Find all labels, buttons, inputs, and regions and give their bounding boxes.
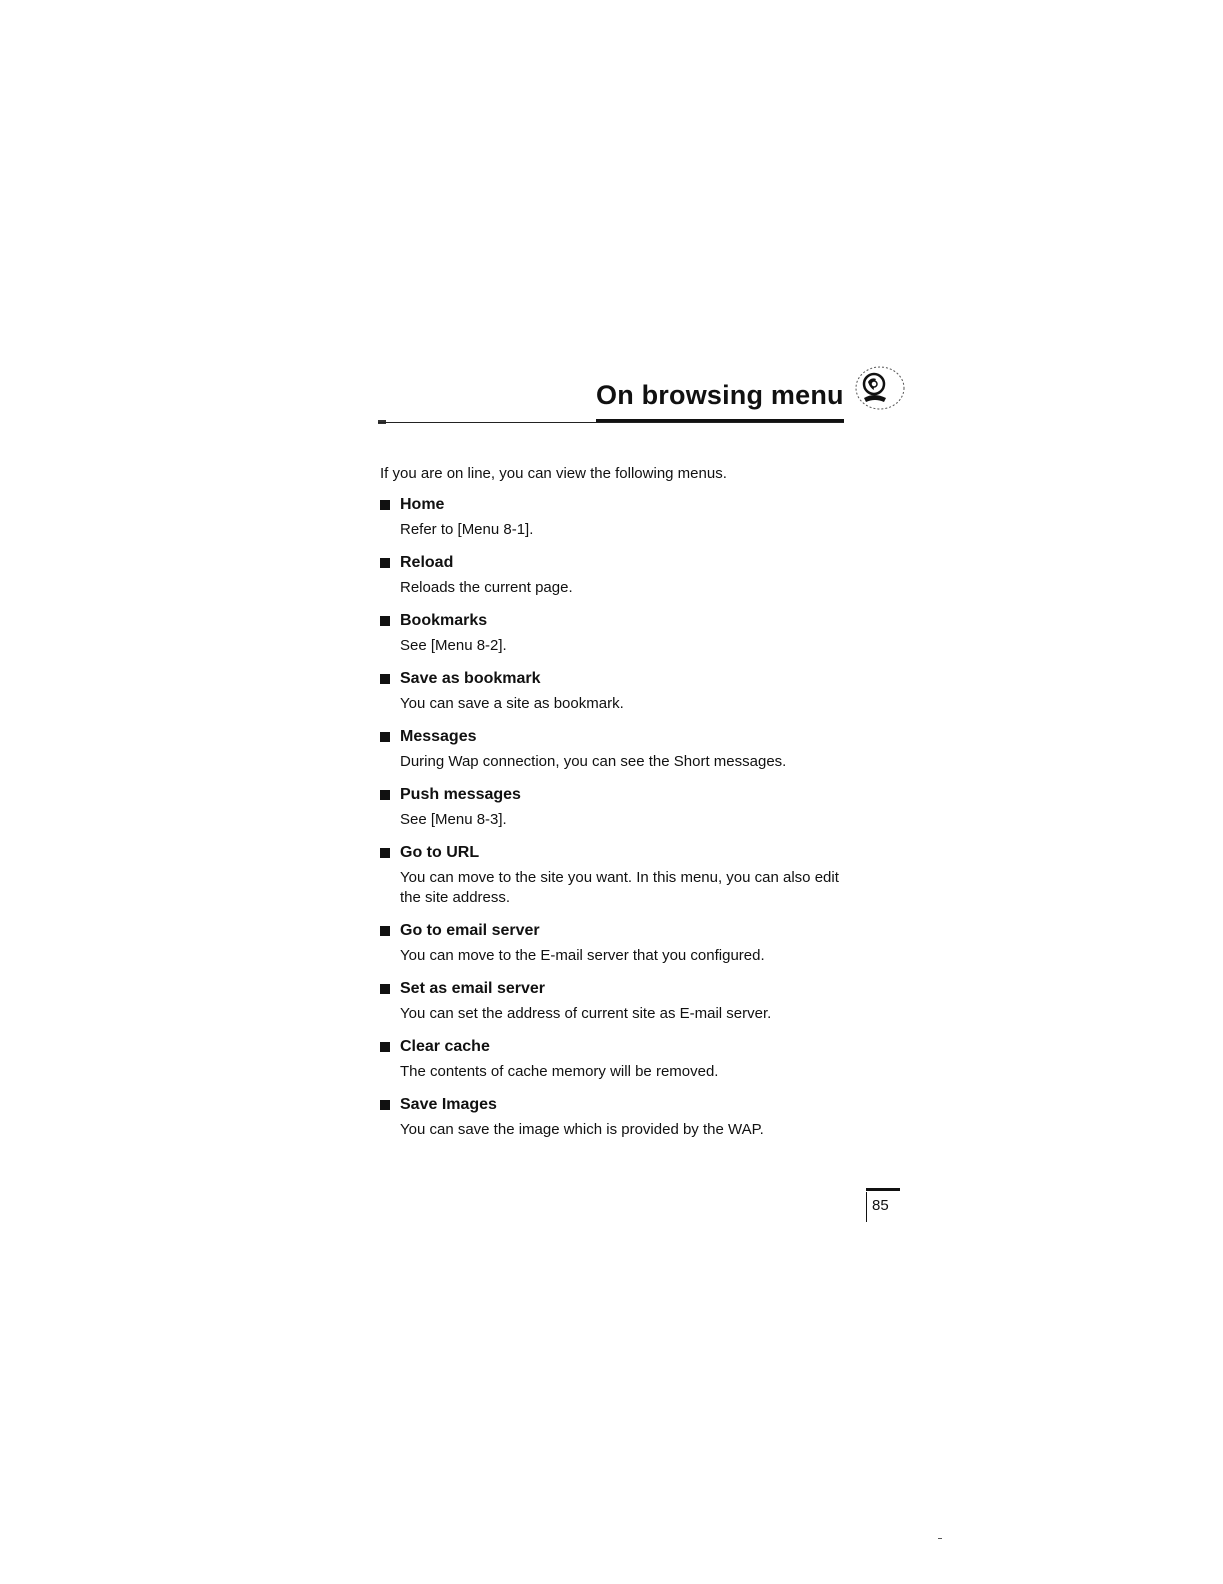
section-save-as-bookmark	[380, 669, 880, 714]
section-heading	[380, 553, 880, 573]
section-title: Go to email server	[400, 922, 540, 939]
section-description: You can set the address of current site as E-mail server.	[400, 1005, 772, 1022]
section-set-as-email-server	[380, 979, 880, 1024]
section-reload	[380, 553, 880, 598]
section-description: During Wap connection, you can see the Short messages.	[400, 753, 787, 770]
section-heading	[380, 1037, 880, 1057]
square-bullet-icon	[380, 500, 390, 510]
square-bullet-icon	[380, 1042, 390, 1052]
header-rule-accent	[596, 419, 844, 422]
section-clear-cache	[380, 1037, 880, 1082]
content-area	[380, 464, 880, 1153]
section-title: Push messages	[400, 786, 521, 803]
section-heading	[380, 921, 880, 941]
square-bullet-icon	[380, 926, 390, 936]
section-title: Set as email server	[400, 980, 545, 997]
section-home	[380, 495, 880, 540]
square-bullet-icon	[380, 790, 390, 800]
section-bookmarks	[380, 611, 880, 656]
page-number-bar	[866, 1188, 900, 1191]
section-description: You can save the image which is provided by the WAP.	[400, 1121, 764, 1138]
section-go-to-url	[380, 843, 880, 908]
square-bullet-icon	[380, 1100, 390, 1110]
section-title: Home	[400, 496, 445, 513]
section-description: Reloads the current page.	[400, 579, 573, 596]
section-description: Refer to [Menu 8-1].	[400, 521, 534, 538]
globe-person-icon	[852, 362, 908, 414]
section-description: You can save a site as bookmark.	[400, 695, 624, 712]
section-description: See [Menu 8-2].	[400, 637, 507, 654]
section-title: Reload	[400, 554, 454, 571]
section-heading	[380, 495, 880, 515]
section-save-images	[380, 1095, 880, 1140]
section-heading	[380, 727, 880, 747]
section-title: Messages	[400, 728, 477, 745]
section-title: Save as bookmark	[400, 670, 541, 687]
section-heading	[380, 979, 880, 999]
section-description: See [Menu 8-3].	[400, 811, 507, 828]
scan-speck	[938, 1538, 942, 1539]
section-heading	[380, 843, 880, 863]
section-title: Bookmarks	[400, 612, 488, 629]
square-bullet-icon	[380, 558, 390, 568]
section-heading	[380, 611, 880, 631]
square-bullet-icon	[380, 732, 390, 742]
section-description: The contents of cache memory will be removed.	[400, 1063, 719, 1080]
section-heading	[380, 1095, 880, 1115]
square-bullet-icon	[380, 616, 390, 626]
page-number-tab	[866, 1188, 900, 1224]
intro-text: If you are on line, you can view the following menus.	[380, 465, 727, 482]
section-description: You can move to the site you want. In this menu, you can also edit the site address.	[400, 869, 839, 906]
section-heading	[380, 785, 880, 805]
section-push-messages	[380, 785, 880, 830]
square-bullet-icon	[380, 984, 390, 994]
section-title: Save Images	[400, 1096, 497, 1113]
square-bullet-icon	[380, 848, 390, 858]
square-bullet-icon	[380, 674, 390, 684]
section-messages	[380, 727, 880, 772]
section-title: Go to URL	[400, 844, 480, 861]
section-heading	[380, 669, 880, 689]
section-title: Clear cache	[400, 1038, 490, 1055]
header-rule	[378, 422, 844, 423]
page-number-divider	[866, 1192, 867, 1222]
section-go-to-email-server	[380, 921, 880, 966]
section-description: You can move to the E-mail server that you configured.	[400, 947, 765, 964]
page-number: 85	[872, 1197, 889, 1214]
page-title: On browsing menu	[596, 380, 844, 410]
